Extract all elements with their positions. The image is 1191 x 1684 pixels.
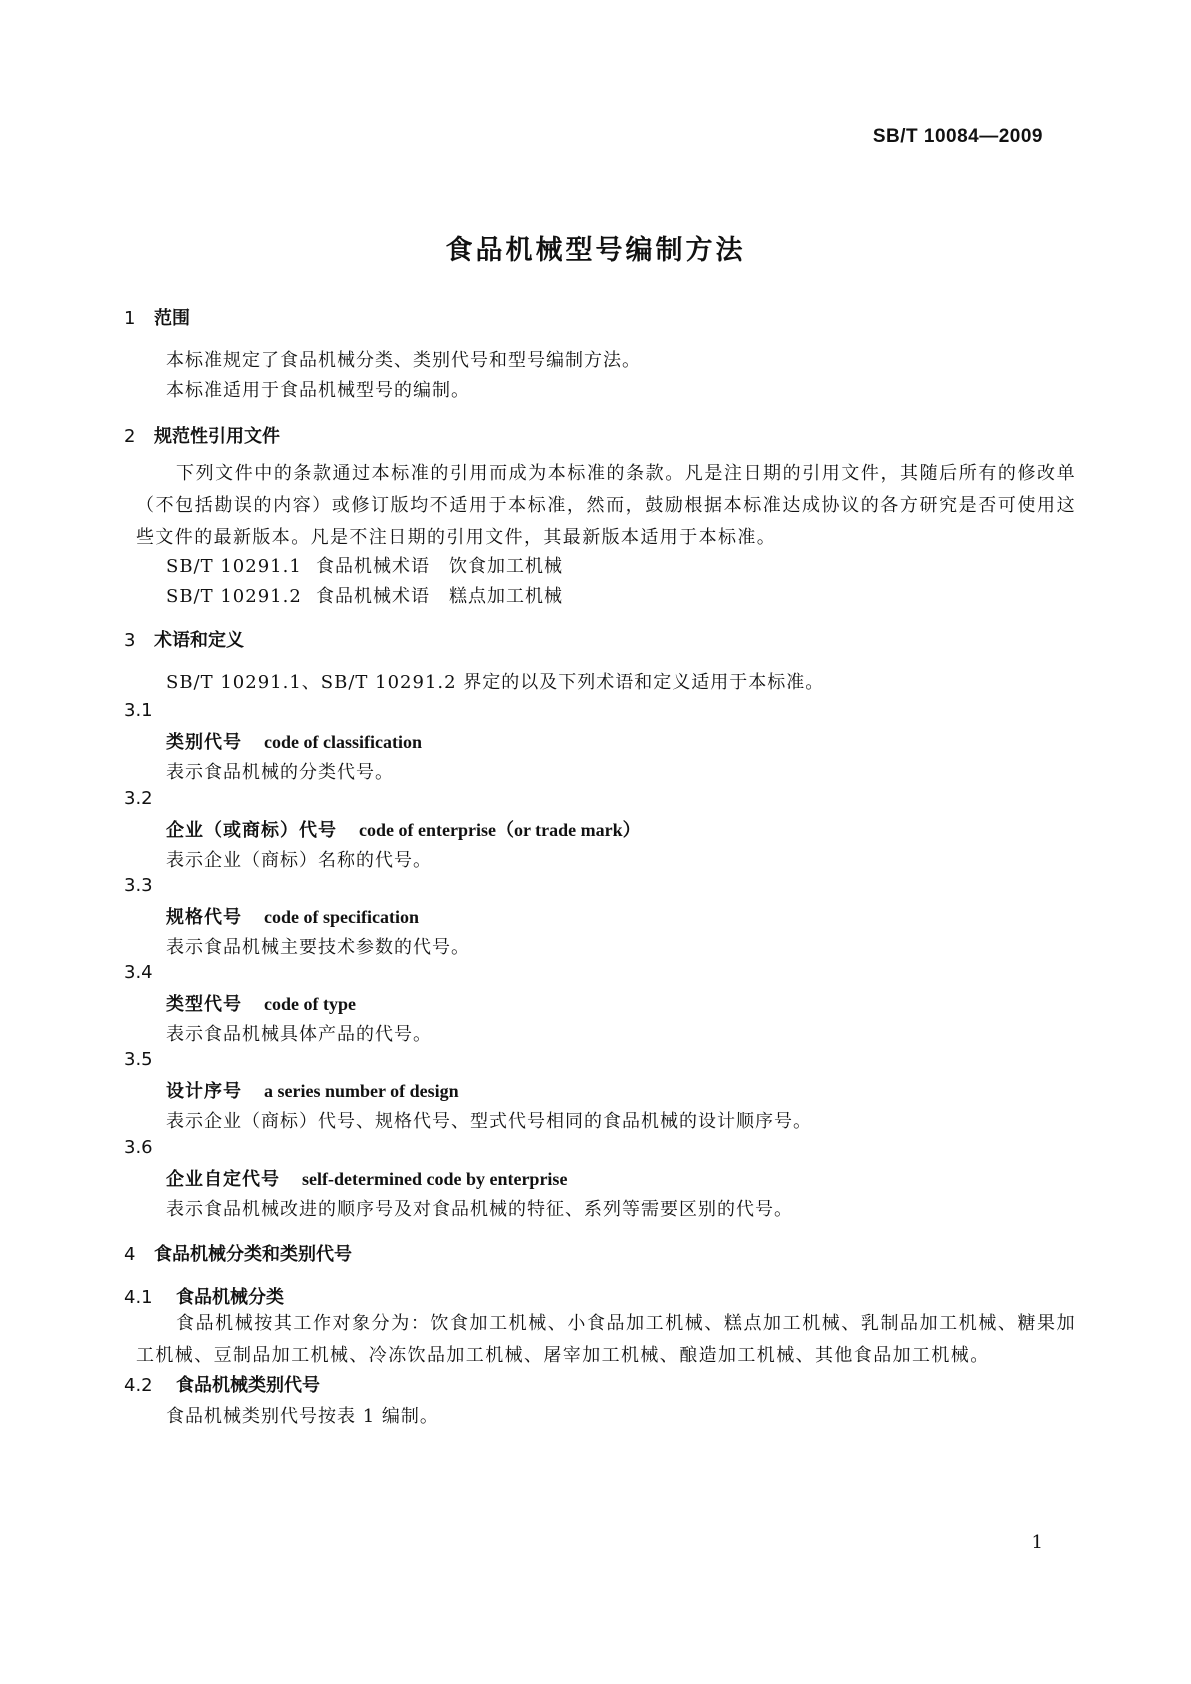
reference-title: 食品机械术语 糕点加工机械 [316, 586, 563, 607]
reference-item [166, 582, 563, 608]
term-heading [166, 816, 641, 842]
term-number: 3.4 [124, 962, 153, 983]
subsection-title: 食品机械类别代号 [176, 1375, 320, 1396]
term-heading [166, 1077, 459, 1103]
page-title: 食品机械型号编制方法 [445, 235, 746, 266]
term-number: 3.2 [124, 788, 153, 809]
section-number: 3 [124, 630, 136, 651]
subsection-title: 食品机械分类 [176, 1287, 284, 1308]
term-definition: 表示企业（商标）代号、规格代号、型式代号相同的食品机械的设计顺序号。 [166, 1111, 812, 1132]
paragraph: 本标准规定了食品机械分类、类别代号和型号编制方法。 [166, 350, 641, 371]
paragraph: 食品机械类别代号按表 1 编制。 [166, 1406, 439, 1427]
term-definition: 表示食品机械主要技术参数的代号。 [166, 937, 470, 958]
subsection-number: 4.1 [124, 1287, 153, 1308]
term-chinese: 规格代号 [166, 907, 242, 928]
reference-code: SB/T 10291.1 [166, 556, 302, 577]
term-number: 3.3 [124, 875, 153, 896]
term-english: code of classification [264, 732, 422, 752]
term-chinese: 类型代号 [166, 994, 242, 1015]
term-number: 3.6 [124, 1137, 153, 1158]
section-title: 食品机械分类和类别代号 [154, 1244, 352, 1265]
term-english: a series number of design [264, 1081, 459, 1101]
subsection-4-2-heading [124, 1371, 320, 1397]
paragraph: 本标准适用于食品机械型号的编制。 [166, 380, 470, 401]
section-2-heading [124, 422, 280, 448]
section-title: 规范性引用文件 [154, 426, 280, 447]
reference-item [166, 552, 563, 578]
subsection-number: 4.2 [124, 1375, 153, 1396]
term-number: 3.5 [124, 1049, 153, 1070]
reference-code: SB/T 10291.2 [166, 586, 302, 607]
reference-title: 食品机械术语 饮食加工机械 [316, 556, 563, 577]
term-chinese: 设计序号 [166, 1081, 242, 1102]
section-title: 术语和定义 [154, 630, 244, 651]
subsection-4-1-heading [124, 1283, 284, 1309]
term-heading [166, 903, 419, 929]
term-definition: 表示食品机械具体产品的代号。 [166, 1024, 432, 1045]
term-english: code of specification [264, 907, 419, 927]
paragraph: 下列文件中的条款通过本标准的引用而成为本标准的条款。凡是注日期的引用文件，其随后所有的修改单（不包括勘误的内容）或修订版均不适用于本标准，然而，鼓励根据本标准达成协议的各方研究是否可使用这些文件的最新版本。凡是不注日期的引用文件，其最新版本适用于本标准。 [136, 463, 1076, 548]
section-number: 4 [124, 1244, 136, 1265]
standard-code: SB/T 10084—2009 [872, 126, 1043, 147]
section-title: 范围 [154, 308, 190, 329]
paragraph: 食品机械按其工作对象分为：饮食加工机械、小食品加工机械、糕点加工机械、乳制品加工机械、糖果加工机械、豆制品加工机械、冷冻饮品加工机械、屠宰加工机械、酿造加工机械、其他食品加工机械。 [136, 1313, 1076, 1366]
page-number: 1 [1031, 1532, 1043, 1553]
term-number: 3.1 [124, 700, 153, 721]
term-english: code of enterprise（or trade mark） [359, 820, 641, 840]
term-definition: 表示食品机械的分类代号。 [166, 762, 394, 783]
section-4-heading [124, 1240, 352, 1266]
term-chinese: 企业（或商标）代号 [166, 820, 337, 841]
term-chinese: 类别代号 [166, 732, 242, 753]
section-3-heading [124, 626, 244, 652]
term-english: code of type [264, 994, 356, 1014]
term-definition: 表示企业（商标）名称的代号。 [166, 850, 432, 871]
term-chinese: 企业自定代号 [166, 1169, 280, 1190]
term-heading [166, 728, 422, 754]
paragraph: SB/T 10291.1、SB/T 10291.2 界定的以及下列术语和定义适用于本标准。 [166, 672, 825, 693]
term-heading [166, 990, 356, 1016]
term-english: self-determined code by enterprise [302, 1169, 568, 1189]
term-heading [166, 1165, 567, 1191]
section-1-heading [124, 304, 190, 330]
term-definition: 表示食品机械改进的顺序号及对食品机械的特征、系列等需要区别的代号。 [166, 1199, 793, 1220]
section-number: 1 [124, 308, 136, 329]
section-number: 2 [124, 426, 136, 447]
